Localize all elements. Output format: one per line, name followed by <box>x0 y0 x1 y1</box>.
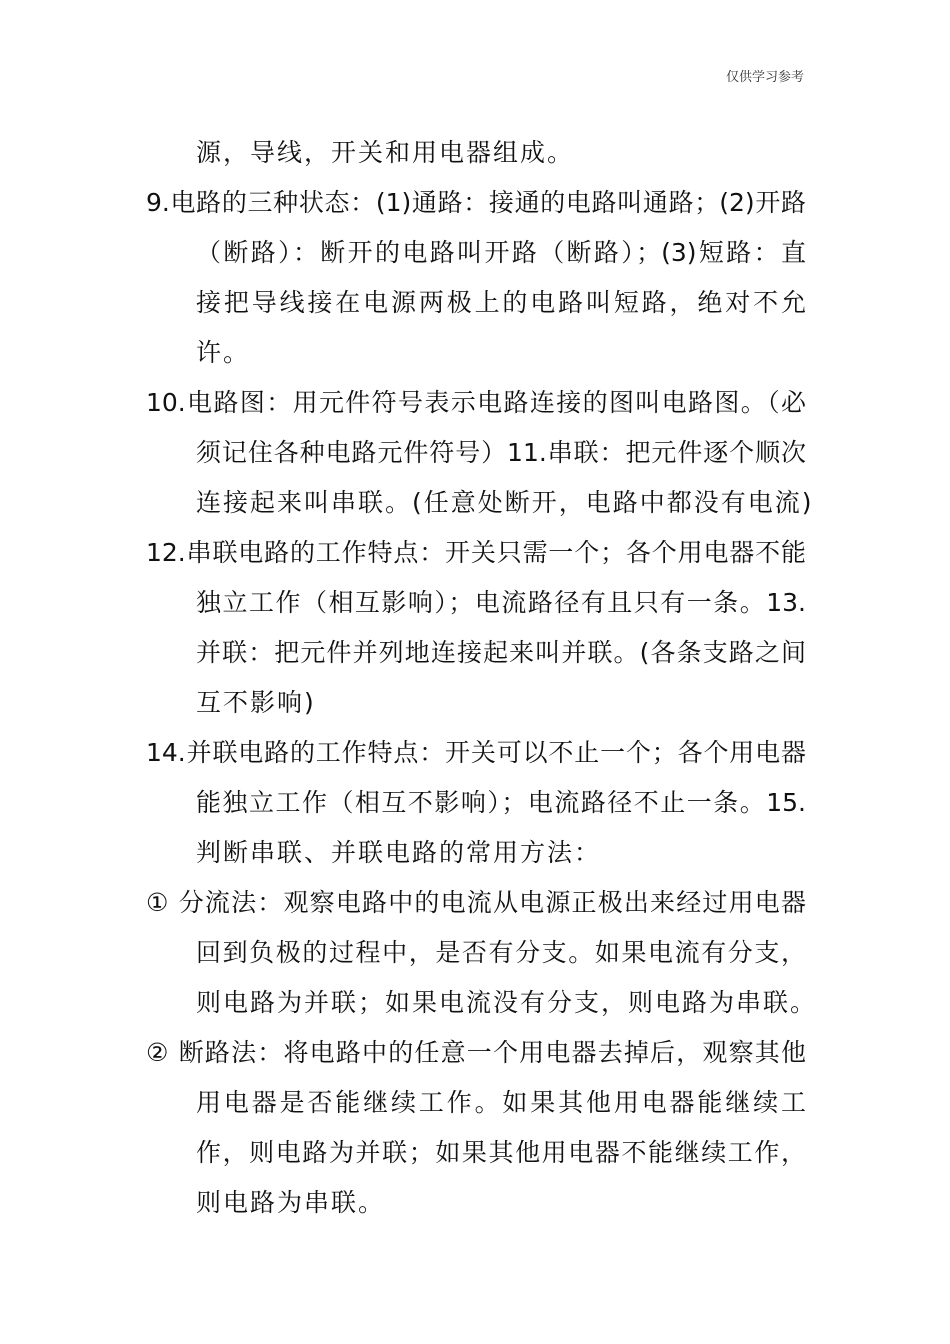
text-line-5: 许。 <box>196 338 251 367</box>
text-line-3: （断路）：断开的电路叫开路（断路）；(3)短路：直 <box>196 238 806 267</box>
text-line-10: 独立工作（相互影响）；电流路径有且只有一条。13. <box>196 588 806 617</box>
text-line-22: 则电路为串联。 <box>196 1188 386 1217</box>
text-line-8: 连接起来叫串联。(任意处断开，电路中都没有电流) <box>196 488 814 517</box>
text-line-9: 12.串联电路的工作特点：开关只需一个；各个用电器不能 <box>146 538 806 567</box>
page-header-note: 仅供学习参考 <box>725 70 804 85</box>
text-line-21: 作，则电路为并联；如果其他用电器不能继续工作， <box>196 1138 806 1167</box>
text-line-7: 须记住各种电路元件符号）11.串联：把元件逐个顺次 <box>196 438 806 467</box>
text-line-17: 回到负极的过程中，是否有分支。如果电流有分支， <box>196 938 806 967</box>
text-line-13: 14.并联电路的工作特点：开关可以不止一个；各个用电器 <box>146 738 806 767</box>
text-line-2: 9.电路的三种状态：(1)通路：接通的电路叫通路；(2)开路 <box>146 188 806 217</box>
text-line-11: 并联：把元件并列地连接起来叫并联。(各条支路之间 <box>196 638 806 667</box>
text-line-19: ② 断路法：将电路中的任意一个用电器去掉后，观察其他 <box>146 1038 806 1067</box>
text-line-4: 接把导线接在电源两极上的电路叫短路，绝对不允 <box>196 288 806 317</box>
text-line-12: 互不影响) <box>196 688 316 717</box>
text-line-14: 能独立工作（相互不影响）；电流路径不止一条。15. <box>196 788 806 817</box>
text-line-15: 判断串联、并联电路的常用方法： <box>196 838 602 867</box>
text-line-1: 源，导线，开关和用电器组成。 <box>196 138 575 167</box>
text-line-20: 用电器是否能继续工作。如果其他用电器能继续工 <box>196 1088 806 1117</box>
text-line-6: 10.电路图：用元件符号表示电路连接的图叫电路图。（必 <box>146 388 806 417</box>
text-line-16: ① 分流法：观察电路中的电流从电源正极出来经过用电器 <box>146 888 806 917</box>
text-line-18: 则电路为并联；如果电流没有分支，则电路为串联。 <box>196 988 818 1017</box>
